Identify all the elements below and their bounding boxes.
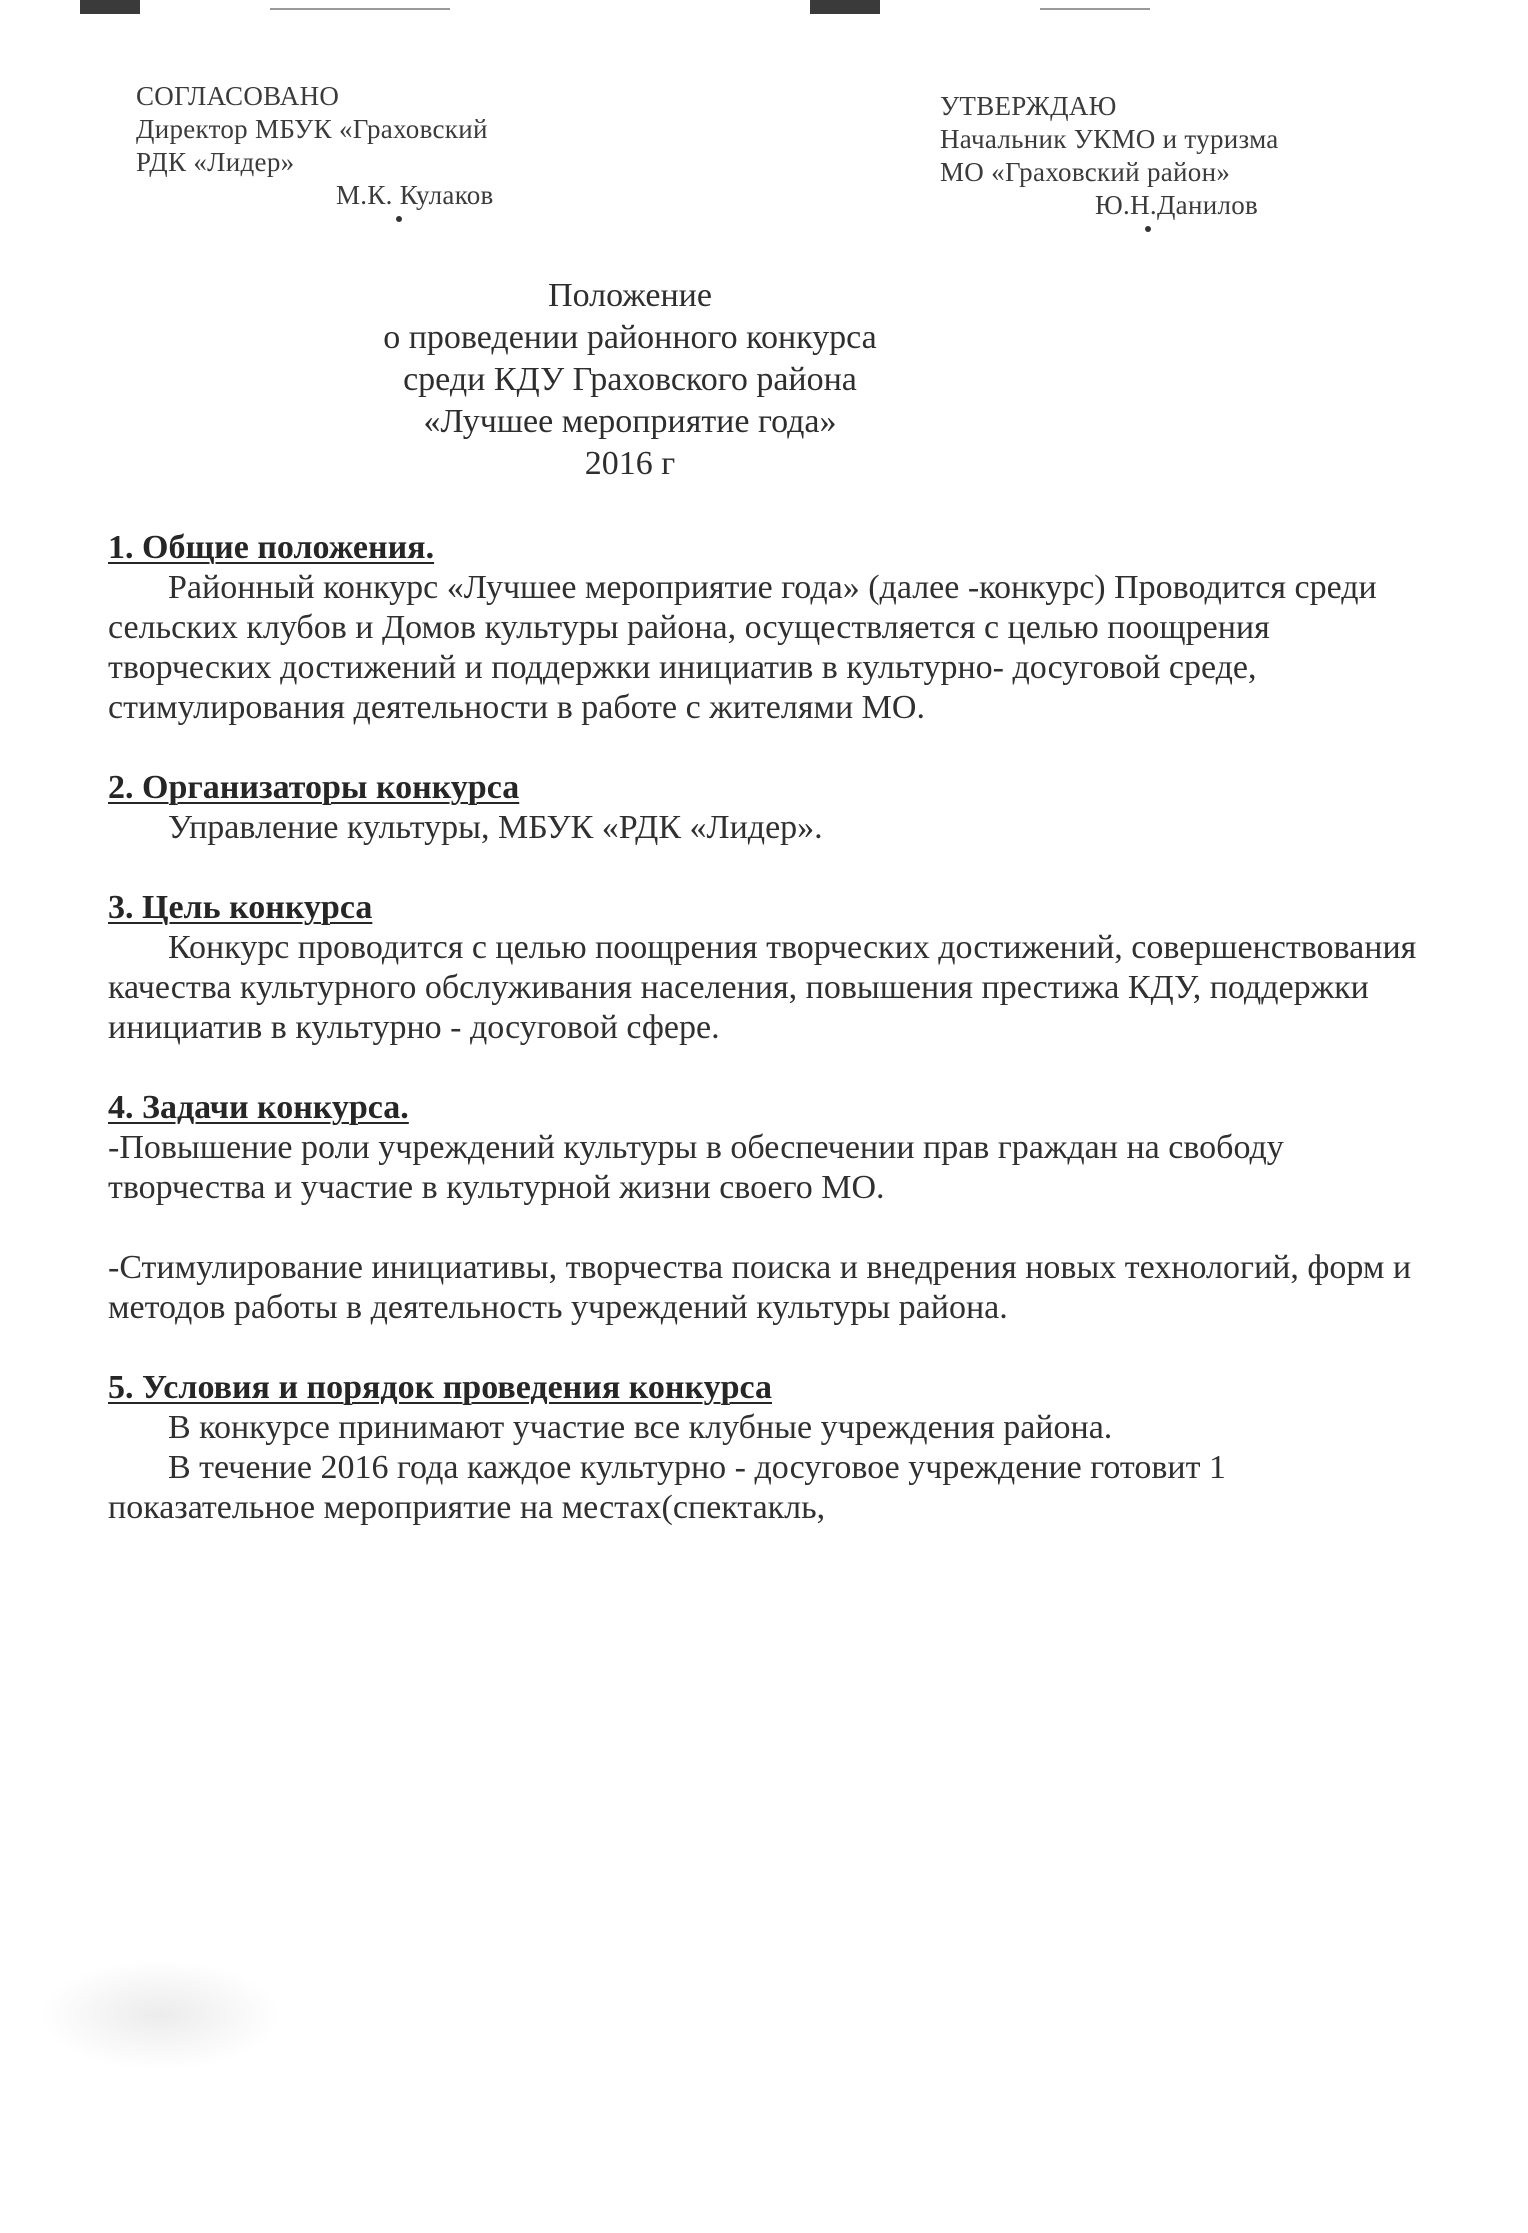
approval-position: Директор МБУК «Граховский bbox=[136, 114, 488, 144]
signature-mark bbox=[1145, 226, 1151, 232]
approval-title: УТВЕРЖДАЮ bbox=[940, 91, 1117, 121]
section-heading: 4. Задачи конкурса. bbox=[108, 1089, 409, 1126]
section-paragraph: Конкурс проводится с целью поощрения творческих достижений, совершенствования качества культурного обслуживания населения, повышения престижа КДУ, поддержки инициатив в культурно - досуговой сфере. bbox=[108, 929, 1417, 1046]
section-heading: 2. Организаторы конкурса bbox=[108, 769, 520, 806]
title-line: среди КДУ Граховского района bbox=[403, 361, 857, 398]
approval-title: СОГЛАСОВАНО bbox=[136, 81, 340, 111]
title-line: «Лучшее мероприятие года» bbox=[423, 403, 837, 440]
approval-organization: МО «Граховский район» bbox=[940, 157, 1231, 187]
title-year: 2016 г bbox=[584, 445, 676, 482]
document-title bbox=[300, 275, 960, 485]
document-body bbox=[108, 528, 1438, 1568]
scan-artifact bbox=[270, 8, 450, 10]
scan-artifact bbox=[1040, 8, 1150, 10]
section-paragraph: Управление культуры, МБУК «РДК «Лидер». bbox=[168, 809, 823, 846]
section-heading: 1. Общие положения. bbox=[108, 529, 435, 566]
section-heading: 5. Условия и порядок проведения конкурса bbox=[108, 1369, 772, 1406]
approval-position: Начальник УКМО и туризма bbox=[940, 124, 1279, 154]
scan-artifact bbox=[80, 0, 140, 14]
approval-signatory: М.К. Кулаков bbox=[336, 180, 494, 210]
section-paragraph: Районный конкурс «Лучшее мероприятие года» (далее -конкурс) Проводится среди сельских клубов и Домов культуры района, осуществляется с целью поощрения творческих достижений и поддержки инициатив в культурно- досуговой среде, стимулирования деятельности в работе с жителями МО. bbox=[108, 569, 1377, 726]
approval-signatory: Ю.Н.Данилов bbox=[1095, 190, 1259, 220]
section-goal bbox=[108, 888, 1438, 1048]
section-paragraph: В конкурсе принимают участие все клубные учреждения района. bbox=[168, 1409, 1113, 1446]
scan-smudge bbox=[40, 1960, 280, 2070]
task-item: -Стимулирование инициативы, творчества поиска и внедрения новых технологий, форм и методов работы в деятельность учреждений культуры района. bbox=[108, 1249, 1412, 1326]
section-conditions bbox=[108, 1368, 1438, 1528]
signature-mark bbox=[396, 216, 402, 222]
approval-organization: РДК «Лидер» bbox=[136, 147, 295, 177]
scan-artifact bbox=[810, 0, 880, 14]
task-item: -Повышение роли учреждений культуры в обеспечении прав граждан на свободу творчества и участие в культурной жизни своего МО. bbox=[108, 1129, 1284, 1206]
section-general bbox=[108, 528, 1438, 728]
approval-block-agreed bbox=[136, 80, 656, 222]
section-organizers bbox=[108, 768, 1438, 848]
section-paragraph: В течение 2016 года каждое культурно - досуговое учреждение готовит 1 показательное мероприятие на местах(спектакль, bbox=[108, 1449, 1226, 1526]
title-line: Положение bbox=[548, 277, 712, 314]
section-heading: 3. Цель конкурса bbox=[108, 889, 373, 926]
approval-block-approved bbox=[940, 90, 1440, 232]
title-line: о проведении районного конкурса bbox=[383, 319, 877, 356]
section-tasks bbox=[108, 1088, 1438, 1328]
